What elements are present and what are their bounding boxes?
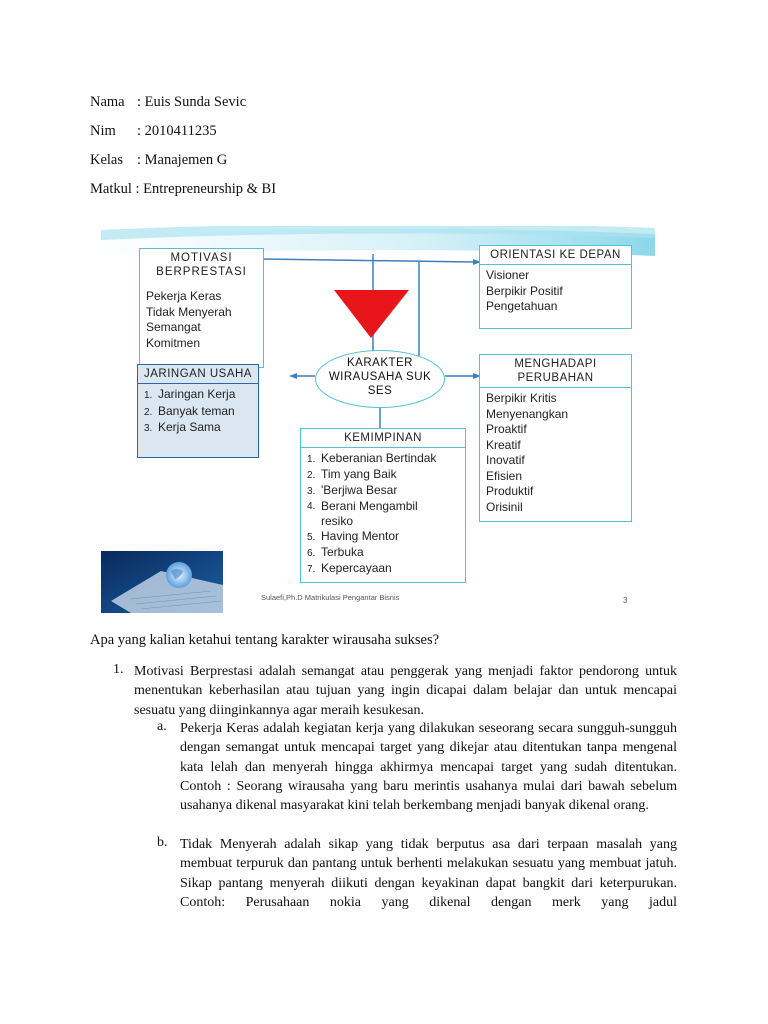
motivasi-item: Pekerja Keras	[146, 289, 222, 303]
jaringan-item: 1. Jaringan Kerja	[144, 387, 236, 401]
kemimpinan-item: 4. Berani Mengambil resiko	[307, 499, 418, 528]
karakter-center-oval	[315, 350, 445, 408]
orientasi-title: ORIENTASI KE DEPAN	[480, 246, 631, 265]
nim-value: : 2010411235	[137, 123, 217, 139]
motivasi-item: Semangat	[146, 320, 201, 334]
question-text: Apa yang kalian ketahui tentang karakter wirausaha sukses?	[90, 632, 440, 648]
menghadapi-item: Efisien	[486, 468, 523, 483]
kemimpinan-item: 7. Kepercayaan	[307, 561, 392, 575]
laptop-globe-image	[101, 551, 223, 613]
paragraph-pekerja-keras: Pekerja Keras adalah kegiatan kerja yang dilakukan seseorang secara sungguh-sungguh dengan semangat untuk mencapai target yang dikejar atau ditentukan tanpa mengenal kata lelah dan menyerah hingga akhirmya mencapai target yang sudah ditentukan. Contoh : Seorang wirausaha yang baru merintis usahanya mulai dari bawah sebelum usahanya dikenal masyarakat kini telah berkembang menjadi banyak dikenal orang.	[180, 721, 677, 814]
menghadapi-item: Proaktif	[486, 422, 527, 436]
motivasi-list	[140, 281, 263, 354]
jaringan-item: 3. Kerja Sama	[144, 420, 221, 434]
jaringan-box	[137, 364, 259, 458]
motivasi-box	[139, 248, 264, 368]
list-letter: b.	[157, 835, 168, 850]
menghadapi-list	[480, 388, 631, 518]
menghadapi-item: Inovatif	[486, 453, 525, 467]
menghadapi-item: Produktif	[486, 484, 534, 498]
info-nim	[90, 123, 217, 140]
motivasi-item: Komitmen	[146, 335, 201, 350]
info-kelas	[90, 152, 227, 169]
menghadapi-item: Kreatif	[486, 437, 521, 452]
motivasi-title: MOTIVASI BERPRESTASI	[156, 252, 247, 278]
kemimpinan-item: 6. Terbuka	[307, 545, 364, 559]
karakter-wirausaha-diagram	[101, 226, 655, 613]
kemimpinan-item: 2. Tim yang Baik	[307, 467, 397, 481]
jaringan-list	[138, 384, 258, 440]
kemimpinan-item: 3. 'Berjiwa Besar	[307, 483, 398, 497]
kemimpinan-title: KEMIMPINAN	[301, 429, 465, 448]
slide-footer: Sulaefi,Ph.D Matrikulasi Pengantar Bisnis	[261, 593, 400, 602]
kelas-label: Kelas	[90, 152, 124, 168]
menghadapi-item: Menyenangkan	[486, 406, 569, 421]
kemimpinan-list	[301, 448, 465, 580]
list-letter: a.	[157, 719, 167, 734]
menghadapi-item: Berpikir Kritis	[486, 391, 557, 405]
nim-label: Nim	[90, 123, 116, 139]
jaringan-title: JARINGAN USAHA	[138, 365, 258, 384]
list-number: 1.	[113, 662, 124, 677]
paragraph-tidak-menyerah: Tidak Menyerah adalah sikap yang tidak berputus asa dari terpaan masalah yang membuat terpuruk dan pantang untuk berhenti melakukan sesuatu yang membuat jatuh. Sikap pantang menyerah diikuti dengan keyakinan dapat bangkit dari keterpurukan. Contoh: Perusahaan nokia yang dikenal dengan merk yang jadul	[180, 837, 677, 910]
center-label: KARAKTER WIRAUSAHA SUK SES	[328, 357, 432, 397]
nama-label: Nama	[90, 94, 125, 110]
menghadapi-title: MENGHADAPI PERUBAHAN	[480, 355, 631, 388]
motivasi-item: Tidak Menyerah	[146, 304, 232, 319]
kemimpinan-item: 5. Having Mentor	[307, 529, 400, 543]
orientasi-item: Visioner	[486, 268, 530, 282]
menghadapi-item: Orisinil	[486, 499, 523, 514]
kelas-value: : Manajemen G	[137, 152, 228, 168]
menghadapi-box	[479, 354, 632, 522]
matkul-label: Matkul	[90, 181, 132, 197]
orientasi-list	[480, 265, 631, 318]
paragraph-motivasi: Motivasi Berprestasi adalah semangat atau penggerak yang menjadi faktor pendorong untuk menentukan keberhasilan atau tujuan yang ingin dicapai dalam belajar dan untuk mencapai sesuatu yang diinginkannya agar meraih kesukesan.	[134, 664, 677, 718]
info-matkul	[90, 181, 276, 198]
orientasi-box	[479, 245, 632, 329]
orientasi-item: Berpikir Positif	[486, 283, 563, 298]
nama-value: : Euis Sunda Sevic	[137, 94, 247, 110]
info-nama	[90, 94, 246, 111]
jaringan-item: 2. Banyak teman	[144, 403, 235, 418]
orientasi-item: Pengetahuan	[486, 299, 558, 313]
kemimpinan-box	[300, 428, 466, 583]
slide-page-number: 3	[623, 596, 628, 605]
matkul-value: : Entrepreneurship & BI	[135, 181, 277, 197]
triangle-shape	[334, 290, 409, 338]
kemimpinan-item: 1. Keberanian Bertindak	[307, 451, 437, 465]
